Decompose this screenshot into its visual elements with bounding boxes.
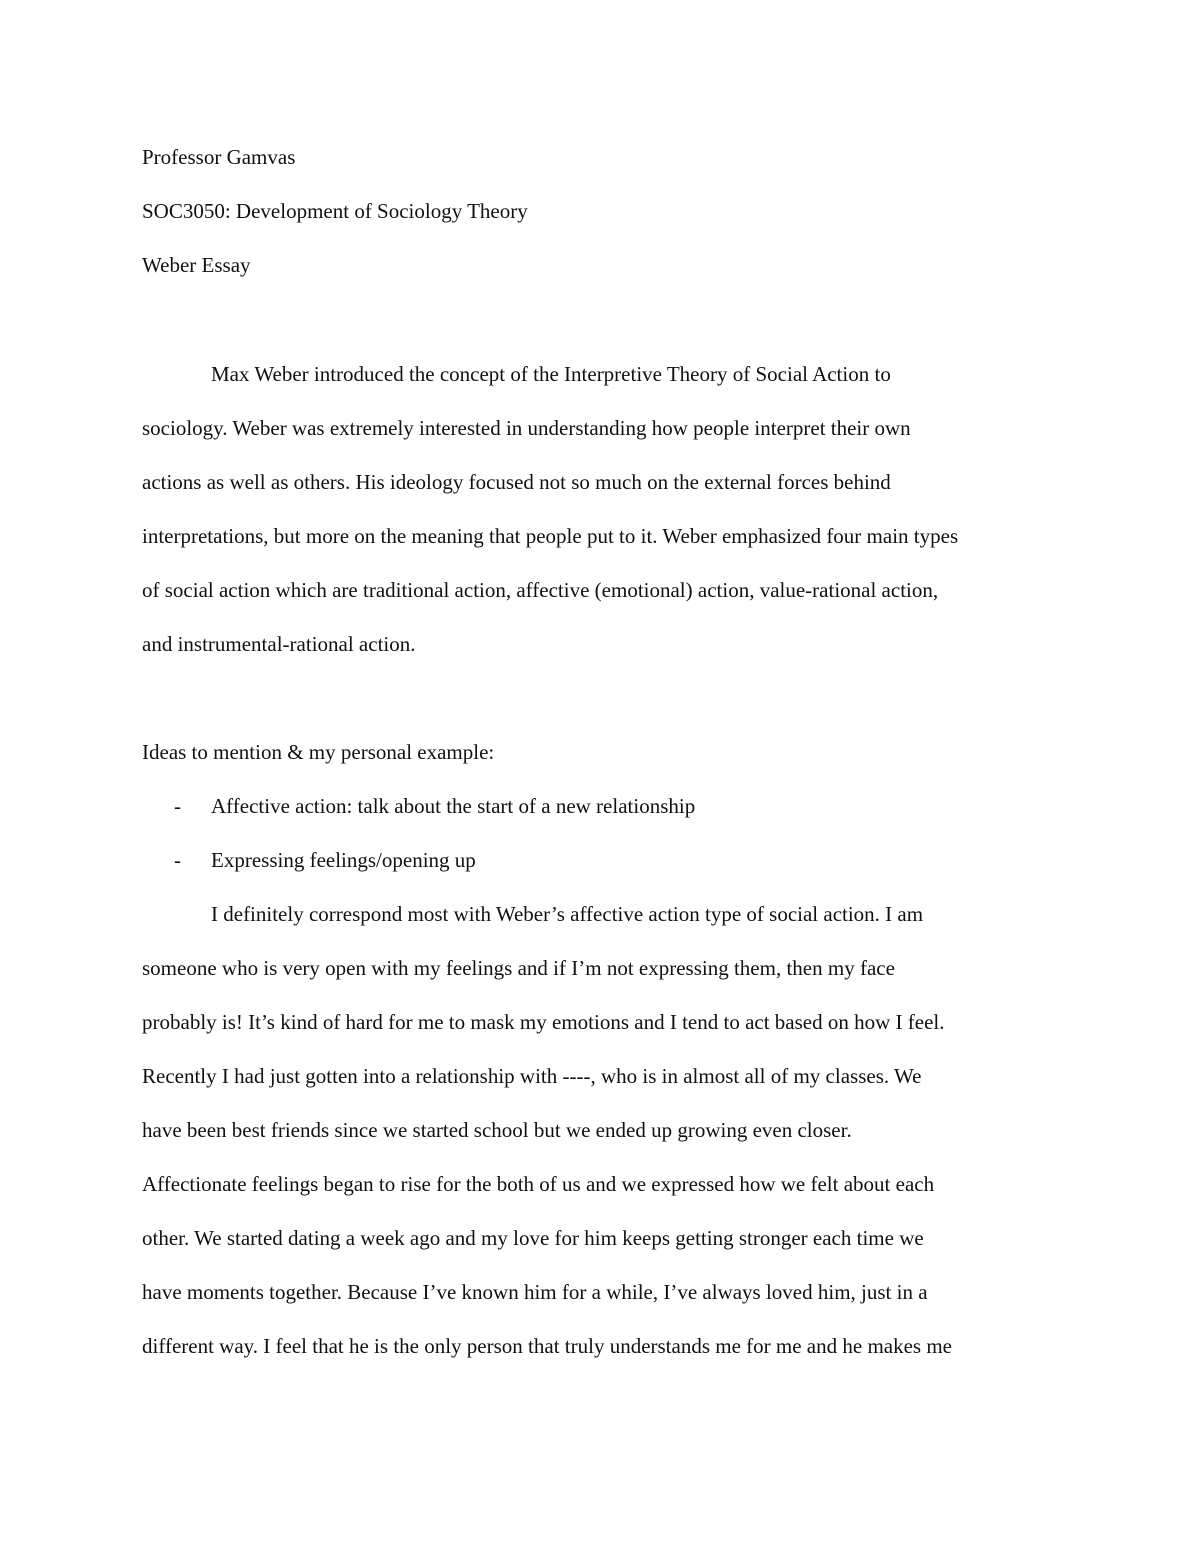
paragraph-line: actions as well as others. His ideology focused not so much on the external forces behind [142, 470, 891, 494]
paragraph-line: Recently I had just gotten into a relationship with ----, who is in almost all of my classes. We [142, 1064, 922, 1088]
bullet-text: Affective action: talk about the start of a new relationship [211, 794, 696, 818]
paragraph-line: Max Weber introduced the concept of the Interpretive Theory of Social Action to [211, 362, 891, 386]
paragraph-line: different way. I feel that he is the only person that truly understands me for me and he makes me [142, 1334, 952, 1358]
paragraph-line: other. We started dating a week ago and my love for him keeps getting stronger each time we [142, 1226, 924, 1250]
bullet-marker: - [174, 848, 181, 872]
course-title: SOC3050: Development of Sociology Theory [142, 199, 528, 223]
paragraph-line: have moments together. Because I’ve known him for a while, I’ve always loved him, just in a [142, 1280, 928, 1304]
paragraph-line: and instrumental-rational action. [142, 632, 416, 656]
bullet-text: Expressing feelings/opening up [211, 848, 476, 872]
paragraph-line: sociology. Weber was extremely interested in understanding how people interpret their own [142, 416, 911, 440]
paragraph-line: someone who is very open with my feelings and if I’m not expressing them, then my face [142, 956, 895, 980]
ideas-heading: Ideas to mention & my personal example: [142, 740, 495, 764]
paragraph-line: probably is! It’s kind of hard for me to mask my emotions and I tend to act based on how I feel. [142, 1010, 945, 1034]
paragraph-line: interpretations, but more on the meaning that people put to it. Weber emphasized four main types [142, 524, 959, 548]
paragraph-line: have been best friends since we started school but we ended up growing even closer. [142, 1118, 852, 1142]
paragraph-line: of social action which are traditional action, affective (emotional) action, value-rational action, [142, 578, 939, 602]
professor-name: Professor Gamvas [142, 145, 296, 169]
assignment-title: Weber Essay [142, 253, 251, 277]
paragraph-line: Affectionate feelings began to rise for the both of us and we expressed how we felt about each [142, 1172, 935, 1196]
bullet-marker: - [174, 794, 181, 818]
paragraph-line: I definitely correspond most with Weber’s affective action type of social action. I am [211, 902, 924, 926]
